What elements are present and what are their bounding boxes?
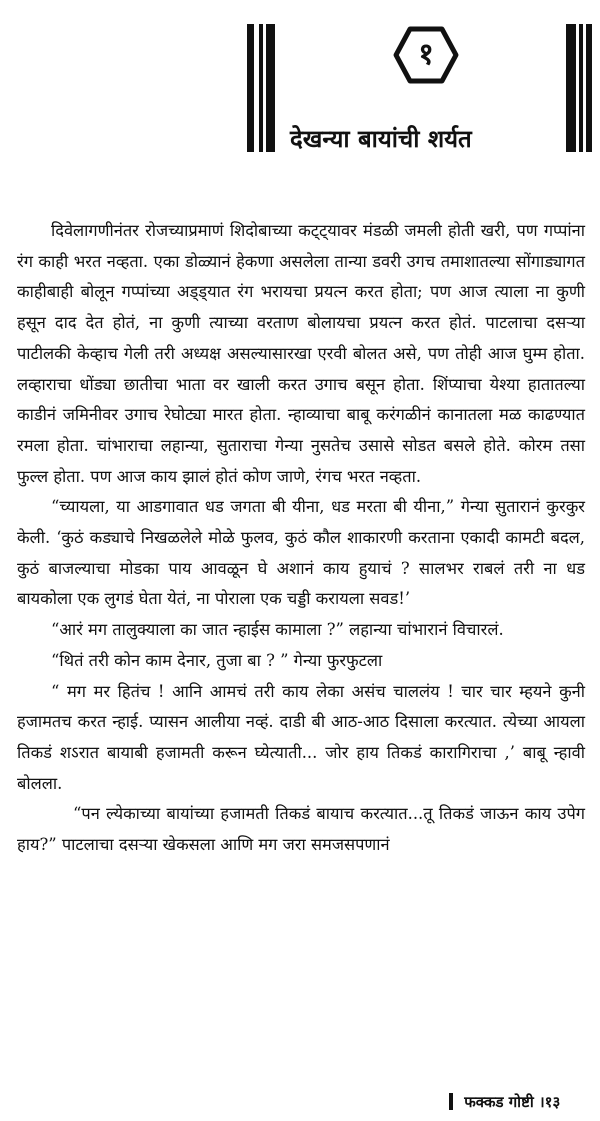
footer-rule: [449, 1093, 453, 1110]
decorative-bar: [259, 24, 263, 152]
paragraph: “च्यायला, या आडगावात धड जगता बी यीना, धड मरता बी यीना,” गेन्या सुतारानं कुरकुर केली. ‘कुठं कड्याचे निखळलेले मोळे फुलव, कुठं कौल शाकारणी करताना एकादी कामटी बदल, कुठं बाजल्याचा मोडका पाय आवळून घे अशानं काय हुयाचं ? सालभर राबलं तरी ना धड बायकोला एक लुगडं घेता येतं, ना पोराला एक चड्डी करायला सवड!’: [17, 497, 585, 609]
paragraph: दिवेलागणीनंतर रोजच्याप्रमाणं शिदोबाच्या कट्ट्यावर मंडळी जमली होती खरी, पण गप्पांना रंग काही भरत नव्हता. एका डोळ्यानं हेकणा असलेला तान्या डवरी उगच तमाशातल्या सोंगाड्यागत काहीबाही बोलून गप्पांच्या अड्ड्यात रंग भरायचा प्रयत्न करत होता; पण आज त्याला ना कुणी हसून दाद देत होतं, ना कुणी त्याच्या वरताण बोलायचा प्रयत्न करत होतं. पाटलाचा दसऱ्या पाटीलकी केव्हाच गेली तरी अध्यक्ष असल्यासारखा एरवी बोलत असे, पण तोही आज घुम्म होता. लव्हाराचा धोंड्या छातीचा भाता वर खाली करत उगाच बसून होता. शिंप्याचा येश्या हातातल्या काडीनं जमिनीवर उगाच रेघोट्या मारत होता. न्हाव्याचा बाबू करंगळीनं कानातला मळ काढण्यात रमला होता. चांभाराचा लहान्या, सुताराचा गेन्या नुसतेच उसासे सोडत बसले होते. कोरम तसा फुल्ल होता. पण आज काय झालं होतं कोण जाणे, रंगच भरत नव्हता.: [17, 221, 585, 486]
paragraph: “थितं तरी कोन काम देनार, तुजा बा ? ” गेन्या फुरफुटला: [51, 650, 383, 670]
footer-page-number: ।१३: [538, 1093, 561, 1111]
paragraph: “आरं मग तालुक्याला का जात न्हाईस कामाला ?” लहान्या चांभारानं विचारलं.: [51, 620, 504, 640]
decorative-bar: [266, 24, 275, 152]
chapter-number: १: [418, 37, 434, 72]
chapter-number-badge: [393, 26, 459, 84]
decorative-bar: [579, 24, 583, 152]
paragraph: “पन ल्येकाच्या बायांच्या हजामती तिकडं बायाच करत्यात...तू तिकडं जाऊन काय उपेग हाय?” पाटलाचा दसऱ्या खेकसला आणि मग जरा समजसपणानं: [17, 804, 585, 855]
footer-book-title: फक्कड गोष्टी: [464, 1093, 534, 1111]
decorative-bar: [247, 24, 254, 152]
chapter-body: [17, 216, 585, 861]
page-footer: [449, 1092, 560, 1112]
chapter-title: देखन्या बायांची शर्यत: [290, 125, 472, 153]
paragraph: “ मग मर हितंच ! आनि आमचं तरी काय लेका असंच चाललंय ! चार चार म्हयने कुनी हजामतच करत न्हाई. प्यासन आलीया नव्हं. दाडी बी आठ-आठ दिसाला करत्यात. त्येच्या आयला तिकडं शऽरात बायाबी हजामती करून घ्येत्याती... जोर हाय तिकडं कारागिराचा ,’ बाबू न्हावी बोलला.: [17, 681, 585, 793]
decorative-bar: [586, 24, 592, 152]
decorative-bar: [566, 24, 576, 152]
